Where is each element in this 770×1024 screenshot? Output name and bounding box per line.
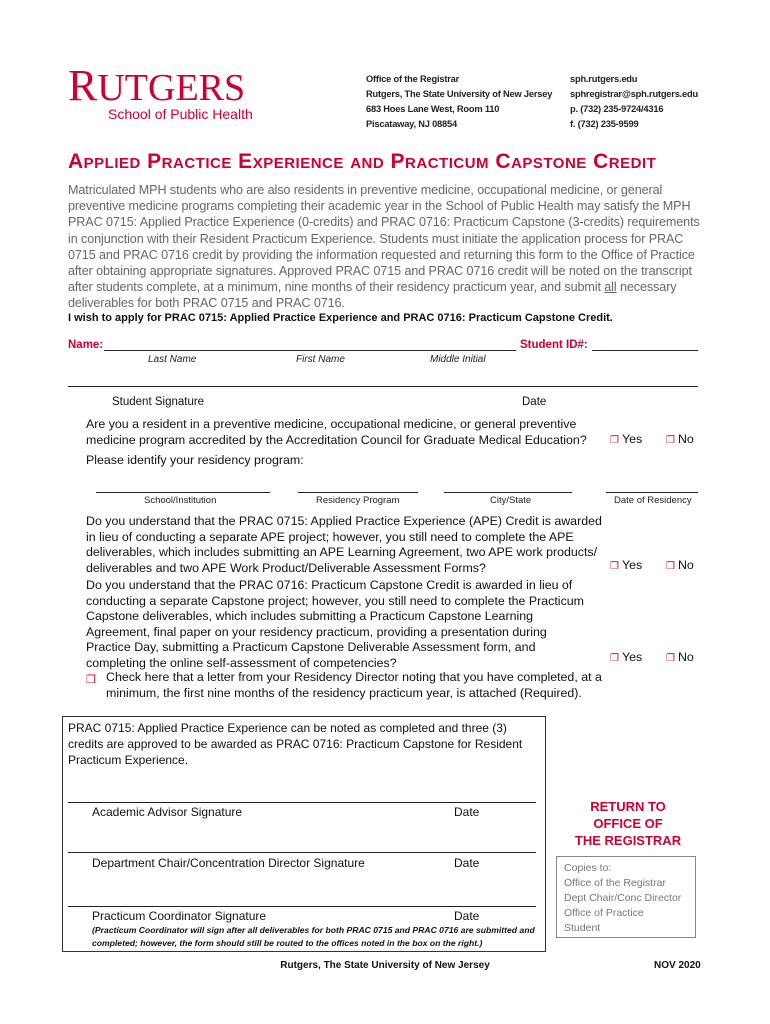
- q1-yes-option[interactable]: [610, 432, 642, 446]
- residency-program-label: Residency Program: [316, 495, 400, 506]
- yes-label: Yes: [621, 558, 643, 572]
- q2-yes-option[interactable]: [610, 558, 642, 572]
- checkbox-icon[interactable]: ❐: [610, 435, 619, 446]
- student-signature-label: Student Signature: [112, 396, 205, 408]
- chair-signature-field[interactable]: [68, 852, 536, 853]
- checkbox-icon[interactable]: ❐: [610, 561, 619, 572]
- school-institution-field[interactable]: [96, 492, 270, 493]
- q3-yes-option[interactable]: [610, 650, 642, 664]
- copies-item: Office of the Registrar: [564, 877, 666, 889]
- q1-no-option[interactable]: [666, 432, 694, 446]
- form-title: Applied Practice Experience and Practicum Capstone Credit: [68, 150, 657, 173]
- chair-date-label: Date: [454, 856, 480, 870]
- city-state-label: City/State: [490, 495, 532, 506]
- residency-program-field[interactable]: [298, 492, 418, 493]
- checkbox-icon[interactable]: ❐: [666, 653, 675, 664]
- no-label: No: [677, 650, 694, 664]
- residency-prompt: Please identify your residency program:: [86, 453, 304, 467]
- name-field[interactable]: [104, 350, 516, 351]
- checkbox-icon[interactable]: ❐: [666, 435, 675, 446]
- yes-label: Yes: [621, 650, 643, 664]
- contact-info: [570, 72, 698, 132]
- rutgers-logo: [68, 61, 246, 110]
- office-address: [366, 72, 552, 132]
- approval-text: PRAC 0715: Applied Practice Experience can be noted as completed and three (3) credits are approved to be awarded as PRAC 0716: Practicum Capstone for Resident Practicum Experience.: [68, 721, 523, 767]
- office-line: Piscataway, NJ 08854: [366, 119, 457, 129]
- return-line: RETURN TO: [590, 799, 666, 814]
- return-line: OFFICE OF: [593, 816, 663, 831]
- checkbox-icon[interactable]: ❐: [610, 653, 619, 664]
- return-to-registrar: [558, 798, 698, 849]
- coordinator-signature-field[interactable]: [68, 906, 536, 907]
- letter-attached-statement: Check here that a letter from your Residency Director noting that you have completed, at a minimum, the first nine months of the residency practicum year, is attached (Required).: [106, 670, 602, 700]
- middle-initial-label: Middle Initial: [430, 354, 486, 365]
- logo-wordmark: UTGERS: [97, 67, 246, 109]
- intro-paragraph: [68, 182, 700, 312]
- student-id-label: Student ID#:: [520, 339, 588, 351]
- question-capstone: Do you understand that the PRAC 0716: Practicum Capstone Credit is awarded in lieu of conducting a separate Capstone project; however, you still need to complete the Practicum Capstone deliverables, which includes submitting a Practicum Capstone Learning Agreement, final paper on your residency practicum, providing a presentation during Practice Day, submitting a Practicum Capstone Deliverable Assessment form, and completing the online self-assessment of competencies?: [86, 578, 584, 670]
- checkbox-icon[interactable]: ❐: [666, 561, 675, 572]
- logo-initial: R: [68, 61, 98, 110]
- office-line: 683 Hoes Lane West, Room 110: [366, 104, 500, 114]
- return-line: THE REGISTRAR: [574, 833, 682, 848]
- no-label: No: [677, 432, 694, 446]
- q3-no-option[interactable]: [666, 650, 694, 664]
- q2-no-option[interactable]: [666, 558, 694, 572]
- copies-item: Dept Chair/Conc Director: [564, 892, 682, 904]
- advisor-signature-label: Academic Advisor Signature: [92, 805, 243, 819]
- intro-text: Matriculated MPH students who are also residents in preventive medicine, occupational medicine, or general preventive medicine programs completing their academic year in the School of Public Health may satisfy the MPH PRAC 0715: Applied Practice Experience (0-credits) and PRAC 0716: Practicum Capstone (3-credits) requirements in conjunction with their Resident Practicum Experience. Students must initiate the application process for PRAC 0715 and PRAC 0716 credit by providing the information requested and returning this form to the Office of Practice after obtaining appropriate signatures. Approved PRAC 0715 and PRAC 0716 credit will be noted on the transcript after students complete, at a minimum, nine months of their residency practicum year, and submit: [68, 183, 700, 295]
- coordinator-note: (Practicum Coordinator will sign after all deliverables for both PRAC 0715 and PRAC 0716 are submitted and completed; however, the form should still be routed to the offices noted in the box on the right.): [92, 925, 535, 948]
- city-state-field[interactable]: [444, 492, 572, 493]
- coordinator-signature-label: Practicum Coordinator Signature: [92, 909, 267, 923]
- question-resident: Are you a resident in a preventive medicine, occupational medicine, or general preventive medicine program accredited by the Accreditation Council for Graduate Medical Education?: [86, 417, 587, 447]
- school-name: School of Public Health: [108, 106, 253, 122]
- student-id-field[interactable]: [592, 350, 698, 351]
- copies-to-box: [556, 856, 696, 938]
- copies-item: Office of Practice: [564, 907, 644, 919]
- first-name-label: First Name: [296, 354, 345, 365]
- last-name-label: Last Name: [148, 354, 197, 365]
- letter-checkbox-icon[interactable]: ❐: [86, 674, 96, 686]
- fax-number: f. (732) 235-9599: [570, 119, 639, 129]
- coordinator-date-label: Date: [454, 909, 480, 923]
- footer-date: NOV 2020: [654, 960, 701, 971]
- school-institution-label: School/Institution: [144, 495, 217, 506]
- date-of-residency-label: Date of Residency: [614, 495, 692, 506]
- advisor-date-label: Date: [454, 805, 480, 819]
- office-line: Office of the Registrar: [366, 74, 460, 84]
- copies-item: Student: [564, 922, 601, 934]
- website-link[interactable]: sph.rutgers.edu: [570, 74, 638, 84]
- intro-text-end: necessary deliverables for both PRAC 0715 and PRAC 0716.: [68, 280, 677, 311]
- email-link[interactable]: sphregistrar@sph.rutgers.edu: [570, 89, 698, 99]
- footer-university: Rutgers, The State University of New Jersey: [280, 960, 490, 971]
- office-line: Rutgers, The State University of New Jersey: [366, 89, 553, 99]
- intro-underlined: all: [604, 280, 617, 295]
- question-ape: Do you understand that the PRAC 0715: Applied Practice Experience (APE) Credit is awarded in lieu of conducting a separate APE project; however, you still need to complete the APE deliverables, which includes submitting an APE Learning Agreement, two APE work products/ deliverables and two APE Work Product/Deliverable Assessment Forms?: [86, 514, 602, 575]
- date-of-residency-field[interactable]: [606, 492, 698, 493]
- yes-label: Yes: [621, 432, 643, 446]
- name-label: Name:: [68, 339, 104, 351]
- copies-heading: Copies to:: [564, 862, 612, 874]
- apply-statement: I wish to apply for PRAC 0715: Applied Practice Experience and PRAC 0716: Practicum Capstone Credit.: [68, 312, 613, 324]
- student-signature-field[interactable]: [68, 386, 698, 387]
- no-label: No: [677, 558, 694, 572]
- phone-number: p. (732) 235-9724/4316: [570, 104, 664, 114]
- chair-signature-label: Department Chair/Concentration Director Signature: [92, 856, 365, 870]
- student-date-label: Date: [522, 396, 547, 408]
- advisor-signature-field[interactable]: [68, 802, 536, 803]
